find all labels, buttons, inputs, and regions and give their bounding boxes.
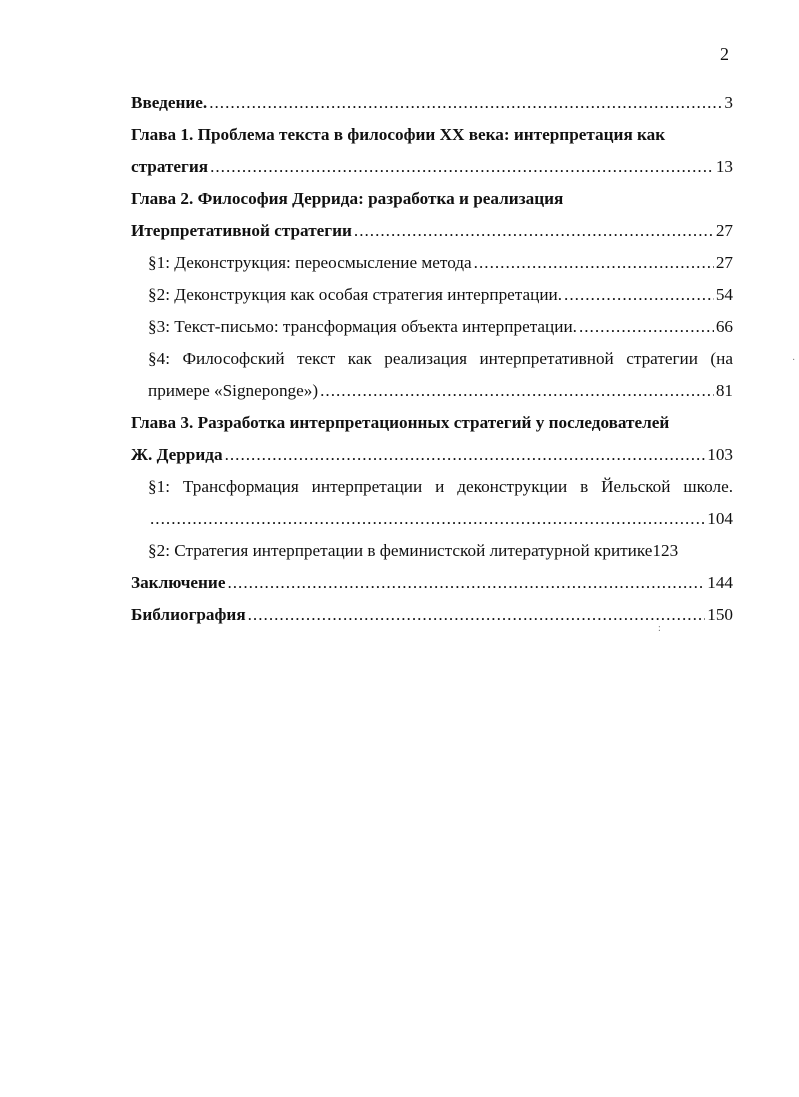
toc-entry-chapter-2[interactable] (131, 183, 733, 215)
toc-entry-chapter-3-cont[interactable] (131, 439, 733, 471)
leader-dots (209, 87, 722, 119)
toc-entry-intro[interactable] (131, 87, 733, 119)
toc-entry-title: §1: Трансформация интерпретации и деконструкции в Йельской школе. (148, 477, 733, 496)
toc-entry-section-2-1[interactable] (131, 247, 733, 279)
toc-entry-title: Глава 2. Философия Деррида: разработка и реализация (131, 189, 564, 208)
toc-entry-title: §3: Текст-письмо: трансформация объекта интерпретации. (148, 317, 577, 336)
toc-entry-chapter-1[interactable] (131, 119, 733, 151)
toc-page-number: 54 (715, 285, 733, 304)
leader-dots (354, 215, 714, 247)
leader-dots (320, 375, 714, 407)
toc-entry-title: Библиография (131, 605, 246, 624)
toc-entry-title: примере «Signeponge») (148, 381, 319, 400)
leader-dots (225, 439, 706, 471)
leader-dots (227, 567, 705, 599)
toc-page-number: 103 (707, 445, 733, 464)
toc-entry-section-3-2[interactable] (131, 535, 733, 567)
page-number: 2 (720, 44, 729, 64)
toc-entry-section-3-1[interactable] (131, 471, 733, 503)
toc-entry-section-2-4-cont[interactable] (131, 375, 733, 407)
toc-entry-title: Глава 3. Разработка интерпретационных стратегий у последователей (131, 413, 670, 432)
toc-entry-section-2-4[interactable] (131, 343, 733, 375)
toc-entry-bibliography[interactable] (131, 599, 733, 631)
toc-entry-chapter-3[interactable] (131, 407, 733, 439)
toc-entry-title: §1: Деконструкция: переосмысление метода (148, 253, 472, 272)
toc-entry-title: Введение. (131, 93, 208, 112)
toc-page-number: 144 (707, 573, 733, 592)
leader-dots (564, 279, 714, 311)
toc-entry-chapter-2-cont[interactable] (131, 215, 733, 247)
toc-entry-title: Итерпретативной стратегии (131, 221, 352, 240)
leader-dots (248, 599, 706, 631)
toc-page-number: 66 (715, 317, 733, 336)
toc-page-number: 13 (715, 157, 733, 176)
scan-speck: · (792, 355, 796, 366)
leader-dots (474, 247, 714, 279)
toc-page-number: 27 (715, 221, 733, 240)
toc-entry-chapter-1-cont[interactable] (131, 151, 733, 183)
toc-page-number: 3 (724, 93, 733, 112)
toc-entry-section-2-3[interactable] (131, 311, 733, 343)
toc-entry-title: Глава 1. Проблема текста в философии XX века: интерпретация как (131, 125, 666, 144)
toc-entry-title: Заключение (131, 573, 226, 592)
toc-entry-title: стратегия (131, 157, 209, 176)
leader-dots (210, 151, 714, 183)
toc-entry-section-3-1-cont[interactable] (131, 503, 733, 535)
toc-page-number: 81 (715, 381, 733, 400)
toc-page-number: 104 (707, 509, 733, 528)
toc-entry-title: §2: Деконструкция как особая стратегия интерпретации. (148, 285, 563, 304)
toc-entry-title: Ж. Деррида (131, 445, 223, 464)
leader-dots (150, 503, 705, 535)
toc-page-number: 150 (707, 605, 733, 624)
toc-entry-title: §4: Философский текст как реализация интерпретативной стратегии (на (148, 349, 733, 368)
toc-page-number: 123 (652, 541, 679, 560)
table-of-contents (131, 87, 733, 631)
toc-page-number: 27 (715, 253, 733, 272)
toc-entry-section-2-2[interactable] (131, 279, 733, 311)
toc-entry-title: §2: Стратегия интерпретации в феминистской литературной критике (148, 541, 653, 560)
scan-speck: : (658, 623, 661, 634)
leader-dots (579, 311, 714, 343)
toc-entry-conclusion[interactable] (131, 567, 733, 599)
